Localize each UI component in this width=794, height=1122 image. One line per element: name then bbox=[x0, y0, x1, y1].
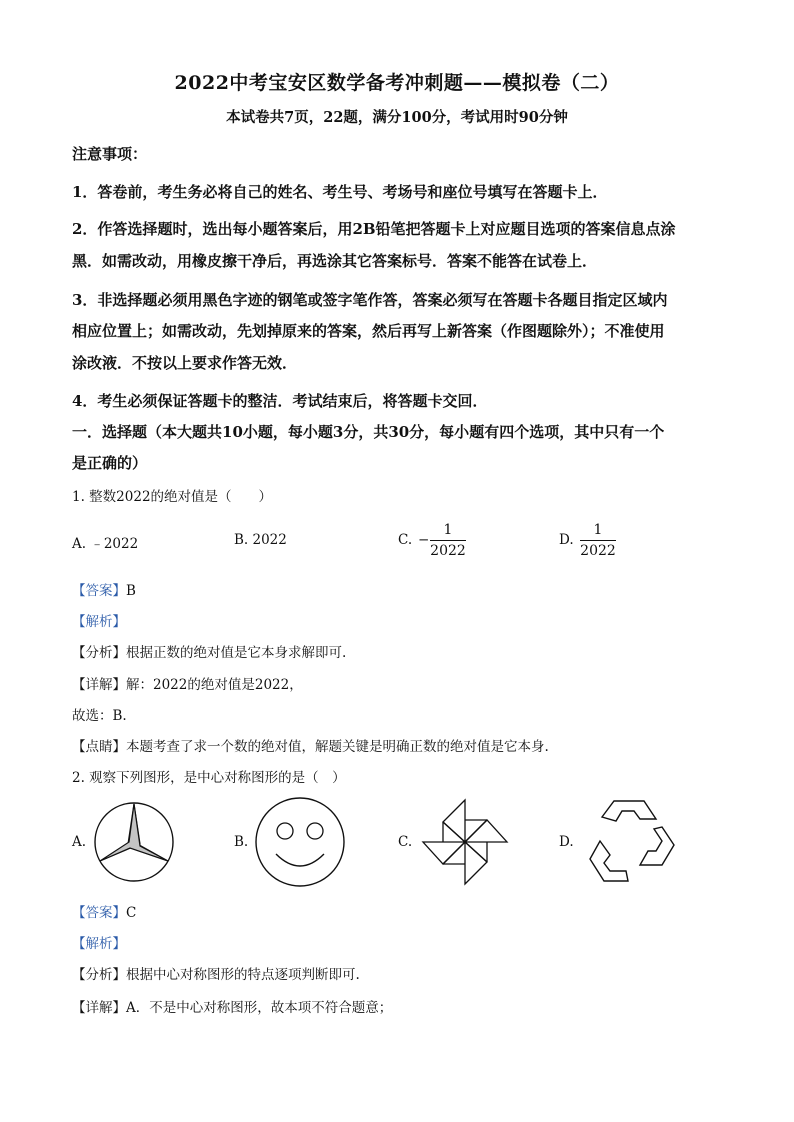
q2-answer-tag: 【答案】 bbox=[72, 905, 126, 921]
q1-option-d-fraction bbox=[580, 521, 616, 560]
q2-option-d-label: D. bbox=[559, 834, 574, 850]
face-outline bbox=[256, 798, 344, 886]
notice-line-4: 3．非选择题必须用黑色字迹的钢笔或签字笔作答，答案必须写在答题卡各题目指定区域内 bbox=[72, 291, 668, 309]
notice-line-2: 2．作答选择题时，选出每小题答案后，用2B铅笔把答题卡上对应题目选项的答案信息点涂 bbox=[72, 220, 676, 238]
three-point-star-shape-overlay bbox=[100, 804, 168, 861]
notice-line-6: 涂改液．不按以上要求作答无效． bbox=[72, 354, 298, 372]
q2-option-d-figure bbox=[582, 797, 678, 885]
q2-option-b-label: B. bbox=[234, 834, 249, 850]
q2-analysis-tag: 【解析】 bbox=[72, 936, 126, 952]
q1-option-d-denominator: 2022 bbox=[580, 543, 616, 559]
q1-option-c-sign: − bbox=[418, 532, 430, 548]
q2-option-c-figure bbox=[418, 797, 512, 887]
q1-dianjing-tag: 【点睛】 bbox=[72, 739, 126, 755]
q1-option-d-label: D. bbox=[559, 532, 574, 548]
q2-fenxi-line bbox=[72, 963, 360, 983]
q2-xiangjie-tag: 【详解】 bbox=[72, 1000, 126, 1016]
q2-stem: 2. 观察下列图形，是中心对称图形的是（ ） bbox=[72, 770, 346, 786]
q2-answer-line bbox=[72, 901, 136, 921]
notice-line-3: 黑．如需改动，用橡皮擦干净后，再选涂其它答案标号．答案不能答在试卷上． bbox=[72, 252, 598, 270]
q2-xiangjie-line bbox=[72, 996, 392, 1016]
pinwheel-line bbox=[465, 820, 487, 842]
q1-fenxi-tag: 【分析】 bbox=[72, 645, 126, 661]
q1-xiangjie-tag: 【详解】 bbox=[72, 677, 126, 693]
q1-answer-value: B bbox=[126, 583, 136, 599]
q2-option-c-label: C. bbox=[398, 834, 413, 850]
q1-option-c-fraction bbox=[430, 521, 466, 560]
q1-xiangjie-line bbox=[72, 673, 303, 693]
q1-analysis-tag: 【解析】 bbox=[72, 614, 126, 630]
q2-option-b-figure bbox=[254, 796, 346, 888]
recycle-segment-left bbox=[590, 841, 628, 881]
section-heading-line-1: 一．选择题（本大题共10小题，每小题3分，共30分，每小题有四个选项，其中只有一个 bbox=[72, 423, 665, 441]
pinwheel-line bbox=[443, 822, 465, 842]
q1-option-c-denominator: 2022 bbox=[430, 543, 466, 559]
smile-mouth bbox=[276, 854, 324, 866]
left-eye-icon bbox=[277, 823, 293, 839]
right-eye-icon bbox=[307, 823, 323, 839]
q1-answer-line bbox=[72, 579, 136, 599]
q2-option-a-figure bbox=[93, 801, 175, 883]
q1-dianjing-line bbox=[72, 735, 549, 755]
q1-answer-tag: 【答案】 bbox=[72, 583, 126, 599]
pinwheel-blade bbox=[465, 842, 487, 884]
section-heading-line-2: 是正确的） bbox=[72, 454, 148, 472]
q1-option-d-numerator: 1 bbox=[593, 522, 603, 538]
pinwheel-shape bbox=[423, 800, 507, 884]
notice-line-7: 4．考生必须保证答题卡的整洁．考试结束后，将答题卡交回． bbox=[72, 392, 488, 410]
pinwheel-line bbox=[443, 842, 465, 864]
pinwheel-blade bbox=[423, 842, 465, 864]
q1-option-c-label: C. bbox=[398, 532, 413, 548]
q2-xiangjie-text: A．不是中心对称图形，故本项不符合题意； bbox=[126, 1000, 393, 1016]
fraction-bar bbox=[580, 540, 616, 541]
recycle-segment-top bbox=[602, 801, 656, 821]
pinwheel-blade bbox=[465, 820, 507, 842]
pinwheel-blade bbox=[443, 800, 465, 842]
q1-option-c-numerator: 1 bbox=[443, 522, 453, 538]
q2-fenxi-tag: 【分析】 bbox=[72, 967, 126, 983]
q1-fenxi-text: 根据正数的绝对值是它本身求解即可. bbox=[126, 645, 347, 661]
notice-line-5: 相应位置上；如需改动，先划掉原来的答案，然后再写上新答案（作图题除外）；不准使用 bbox=[72, 322, 665, 340]
recycle-segment-right bbox=[640, 827, 674, 865]
fraction-bar bbox=[430, 540, 466, 541]
notice-line-1: 1．答卷前，考生务必将自己的姓名、考生号、考场号和座位号填写在答题卡上． bbox=[72, 183, 608, 201]
pinwheel-line bbox=[465, 842, 487, 862]
q1-xiangjie-text: 解：2022的绝对值是2022， bbox=[126, 677, 303, 693]
q1-stem: 1. 整数2022的绝对值是（ ） bbox=[72, 489, 273, 505]
q1-option-a: A. ﹣2022 bbox=[72, 536, 139, 552]
q1-fenxi-line bbox=[72, 641, 346, 661]
page-subtitle: 本试卷共7页，22题，满分100分，考试用时90分钟 bbox=[226, 109, 568, 126]
q1-option-b: B. 2022 bbox=[234, 532, 287, 548]
recycle-arrows-shape bbox=[590, 801, 674, 881]
page-title: 2022中考宝安区数学备考冲刺题——模拟卷（二） bbox=[174, 72, 620, 94]
q2-option-a-label: A. bbox=[72, 834, 87, 850]
q1-dianjing-text: 本题考查了求一个数的绝对值，解题关键是明确正数的绝对值是它本身. bbox=[126, 739, 549, 755]
q2-fenxi-text: 根据中心对称图形的特点逐项判断即可. bbox=[126, 967, 360, 983]
notice-heading: 注意事项： bbox=[72, 145, 148, 163]
q2-answer-value: C bbox=[126, 905, 137, 921]
q1-conclusion: 故选：B. bbox=[72, 708, 127, 724]
